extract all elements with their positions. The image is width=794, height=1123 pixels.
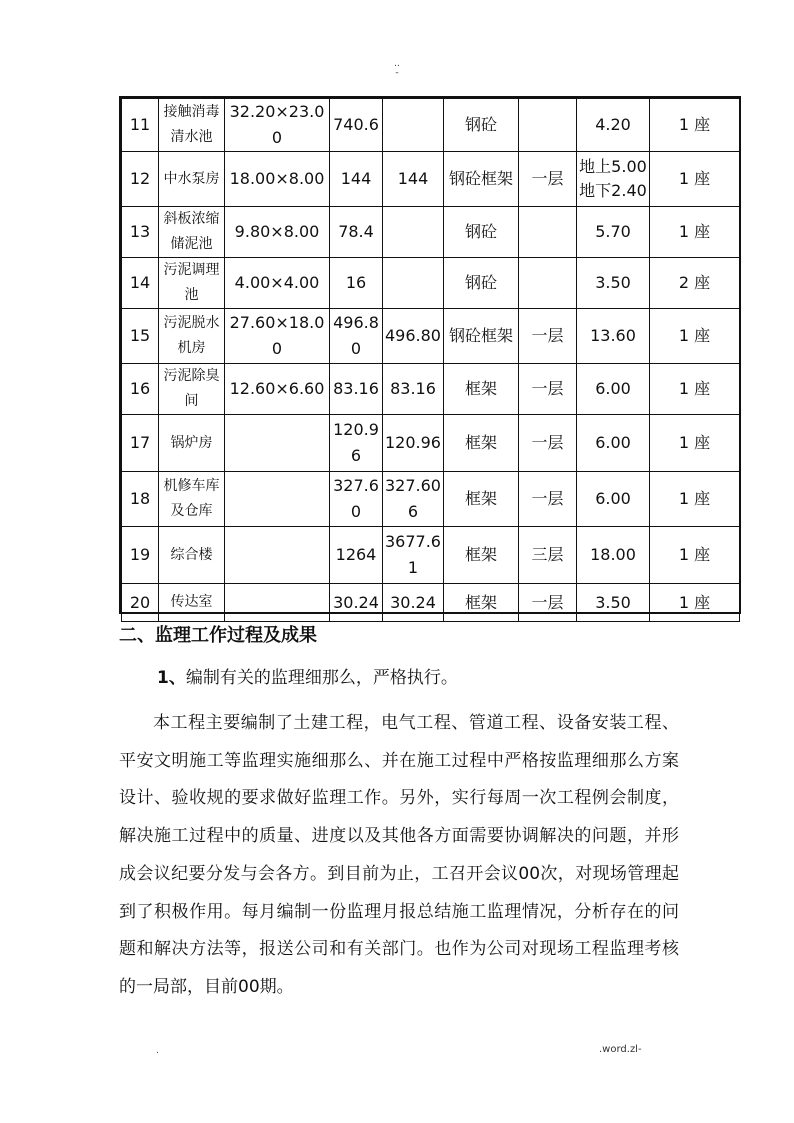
- table-row: [122, 99, 740, 152]
- table-cell: 5.70: [577, 207, 650, 258]
- table-cell: [519, 258, 577, 309]
- table-cell: [225, 472, 330, 527]
- table-cell: 1 座: [650, 152, 740, 207]
- subsection-number: 1、: [157, 668, 186, 688]
- table-cell: 钢砼框架: [444, 152, 519, 207]
- table-row: [122, 584, 740, 622]
- table-cell: 框架: [444, 415, 519, 472]
- table-cell: 1264: [330, 527, 383, 584]
- table-cell: 一层: [519, 415, 577, 472]
- table-cell: [519, 207, 577, 258]
- table-cell: [519, 99, 577, 152]
- table-cell: 框架: [444, 472, 519, 527]
- body-paragraph: 本工程主要编制了土建工程，电气工程、管道工程、设备安装工程、平安文明施工等监理实施细那么、并在施工过程中严格按监理细那么方案设计、验收规的要求做好监理工作。另外，实行每周一次工程例会制度，解决施工过程中的质量、进度以及其他各方面需要协调解决的问题，并形成会议纪要分发与会各方。到目前为止，工召开会议00次，对现场管理起到了积极作用。每月编制一份监理月报总结施工监理情况，分析存在的问题和解决方法等，报送公司和有关部门。也作为公司对现场工程监理考核的一局部，目前00期。: [119, 713, 679, 997]
- header-mark: .. -: [394, 59, 400, 78]
- table-cell: 1 座: [650, 99, 740, 152]
- table-cell-name: 锅炉房: [159, 415, 225, 472]
- table-cell-name: 中水泵房: [159, 152, 225, 207]
- table-cell: 13.60: [577, 309, 650, 364]
- table-cell: 83.16: [330, 364, 383, 415]
- table-cell: 13: [122, 207, 159, 258]
- table-cell: 1 座: [650, 584, 740, 622]
- table-cell: 一层: [519, 309, 577, 364]
- table-cell-name: 污泥除臭间: [159, 364, 225, 415]
- table-cell: 2 座: [650, 258, 740, 309]
- table-cell: 30.24: [330, 584, 383, 622]
- table-cell-name: 斜板浓缩储泥池: [159, 207, 225, 258]
- table-cell: 144: [383, 152, 444, 207]
- table-cell: 14: [122, 258, 159, 309]
- table-row: [122, 309, 740, 364]
- table-cell: 327.606: [383, 472, 444, 527]
- table-cell: [225, 527, 330, 584]
- table-cell: 30.24: [383, 584, 444, 622]
- table-cell: 1 座: [650, 309, 740, 364]
- footer-right: .word.zl-: [599, 1044, 642, 1055]
- table-cell: 框架: [444, 584, 519, 622]
- table-row: [122, 415, 740, 472]
- table-cell: 120.96: [330, 415, 383, 472]
- table-cell: 11: [122, 99, 159, 152]
- table-cell: 12.60×6.60: [225, 364, 330, 415]
- table-cell: 6.00: [577, 364, 650, 415]
- table-cell: 15: [122, 309, 159, 364]
- table-cell: 一层: [519, 152, 577, 207]
- table-cell-name: 综合楼: [159, 527, 225, 584]
- table-cell: 32.20×23.00: [225, 99, 330, 152]
- table-cell: 钢砼: [444, 99, 519, 152]
- table-cell: [383, 207, 444, 258]
- footer-left: .: [156, 1046, 159, 1056]
- table-cell: 83.16: [383, 364, 444, 415]
- table-cell: 16: [330, 258, 383, 309]
- table-cell-name: 接触消毒清水池: [159, 99, 225, 152]
- table-cell: 6.00: [577, 415, 650, 472]
- table-cell: 144: [330, 152, 383, 207]
- table-body: [122, 99, 740, 622]
- table-cell: 20: [122, 584, 159, 622]
- table-cell: 19: [122, 527, 159, 584]
- table-cell: 12: [122, 152, 159, 207]
- table-cell: 一层: [519, 584, 577, 622]
- table-cell: 78.4: [330, 207, 383, 258]
- table-cell: 6.00: [577, 472, 650, 527]
- table-cell: 钢砼: [444, 207, 519, 258]
- table-cell: [225, 584, 330, 622]
- table-cell: 地上5.00 地下2.40: [577, 152, 650, 207]
- table-cell: 三层: [519, 527, 577, 584]
- table-cell: 4.00×4.00: [225, 258, 330, 309]
- table-cell: 1 座: [650, 415, 740, 472]
- table-cell: 17: [122, 415, 159, 472]
- table-cell-name: 污泥脱水机房: [159, 309, 225, 364]
- table-cell: 18: [122, 472, 159, 527]
- table-cell: 1 座: [650, 207, 740, 258]
- table-cell: 框架: [444, 527, 519, 584]
- table-cell: 740.6: [330, 99, 383, 152]
- table-cell: 钢砼: [444, 258, 519, 309]
- subsection-text: 编制有关的监理细那么，严格执行。: [185, 668, 458, 688]
- table-cell: 1 座: [650, 527, 740, 584]
- table-cell: 27.60×18.00: [225, 309, 330, 364]
- table-row: [122, 472, 740, 527]
- table-cell: 18.00×8.00: [225, 152, 330, 207]
- table-cell: [225, 415, 330, 472]
- table-cell: 一层: [519, 364, 577, 415]
- table-cell: 一层: [519, 472, 577, 527]
- table-row: [122, 258, 740, 309]
- facility-table: [119, 96, 741, 614]
- table-row: [122, 527, 740, 584]
- table-cell: 16: [122, 364, 159, 415]
- table-cell: 120.96: [383, 415, 444, 472]
- table-cell: 3.50: [577, 584, 650, 622]
- table-cell: 1 座: [650, 364, 740, 415]
- table-row: [122, 152, 740, 207]
- table-cell: 框架: [444, 364, 519, 415]
- table-cell: [383, 258, 444, 309]
- section-title: 二、监理工作过程及成果: [119, 625, 317, 646]
- table-row: [122, 364, 740, 415]
- table-cell: 496.80: [383, 309, 444, 364]
- table-cell-name: 污泥调理池: [159, 258, 225, 309]
- table-cell: 3677.61: [383, 527, 444, 584]
- table-cell-name: 机修车库及仓库: [159, 472, 225, 527]
- table-cell: 3.50: [577, 258, 650, 309]
- table-cell: 327.60: [330, 472, 383, 527]
- table-cell: 4.20: [577, 99, 650, 152]
- table-cell-name: 传达室: [159, 584, 225, 622]
- table-cell: 钢砼框架: [444, 309, 519, 364]
- table-cell: 1 座: [650, 472, 740, 527]
- table-row: [122, 207, 740, 258]
- subsection-heading: [157, 664, 458, 692]
- table-cell: 18.00: [577, 527, 650, 584]
- table-cell: 496.80: [330, 309, 383, 364]
- table-cell: 9.80×8.00: [225, 207, 330, 258]
- table-cell: [383, 99, 444, 152]
